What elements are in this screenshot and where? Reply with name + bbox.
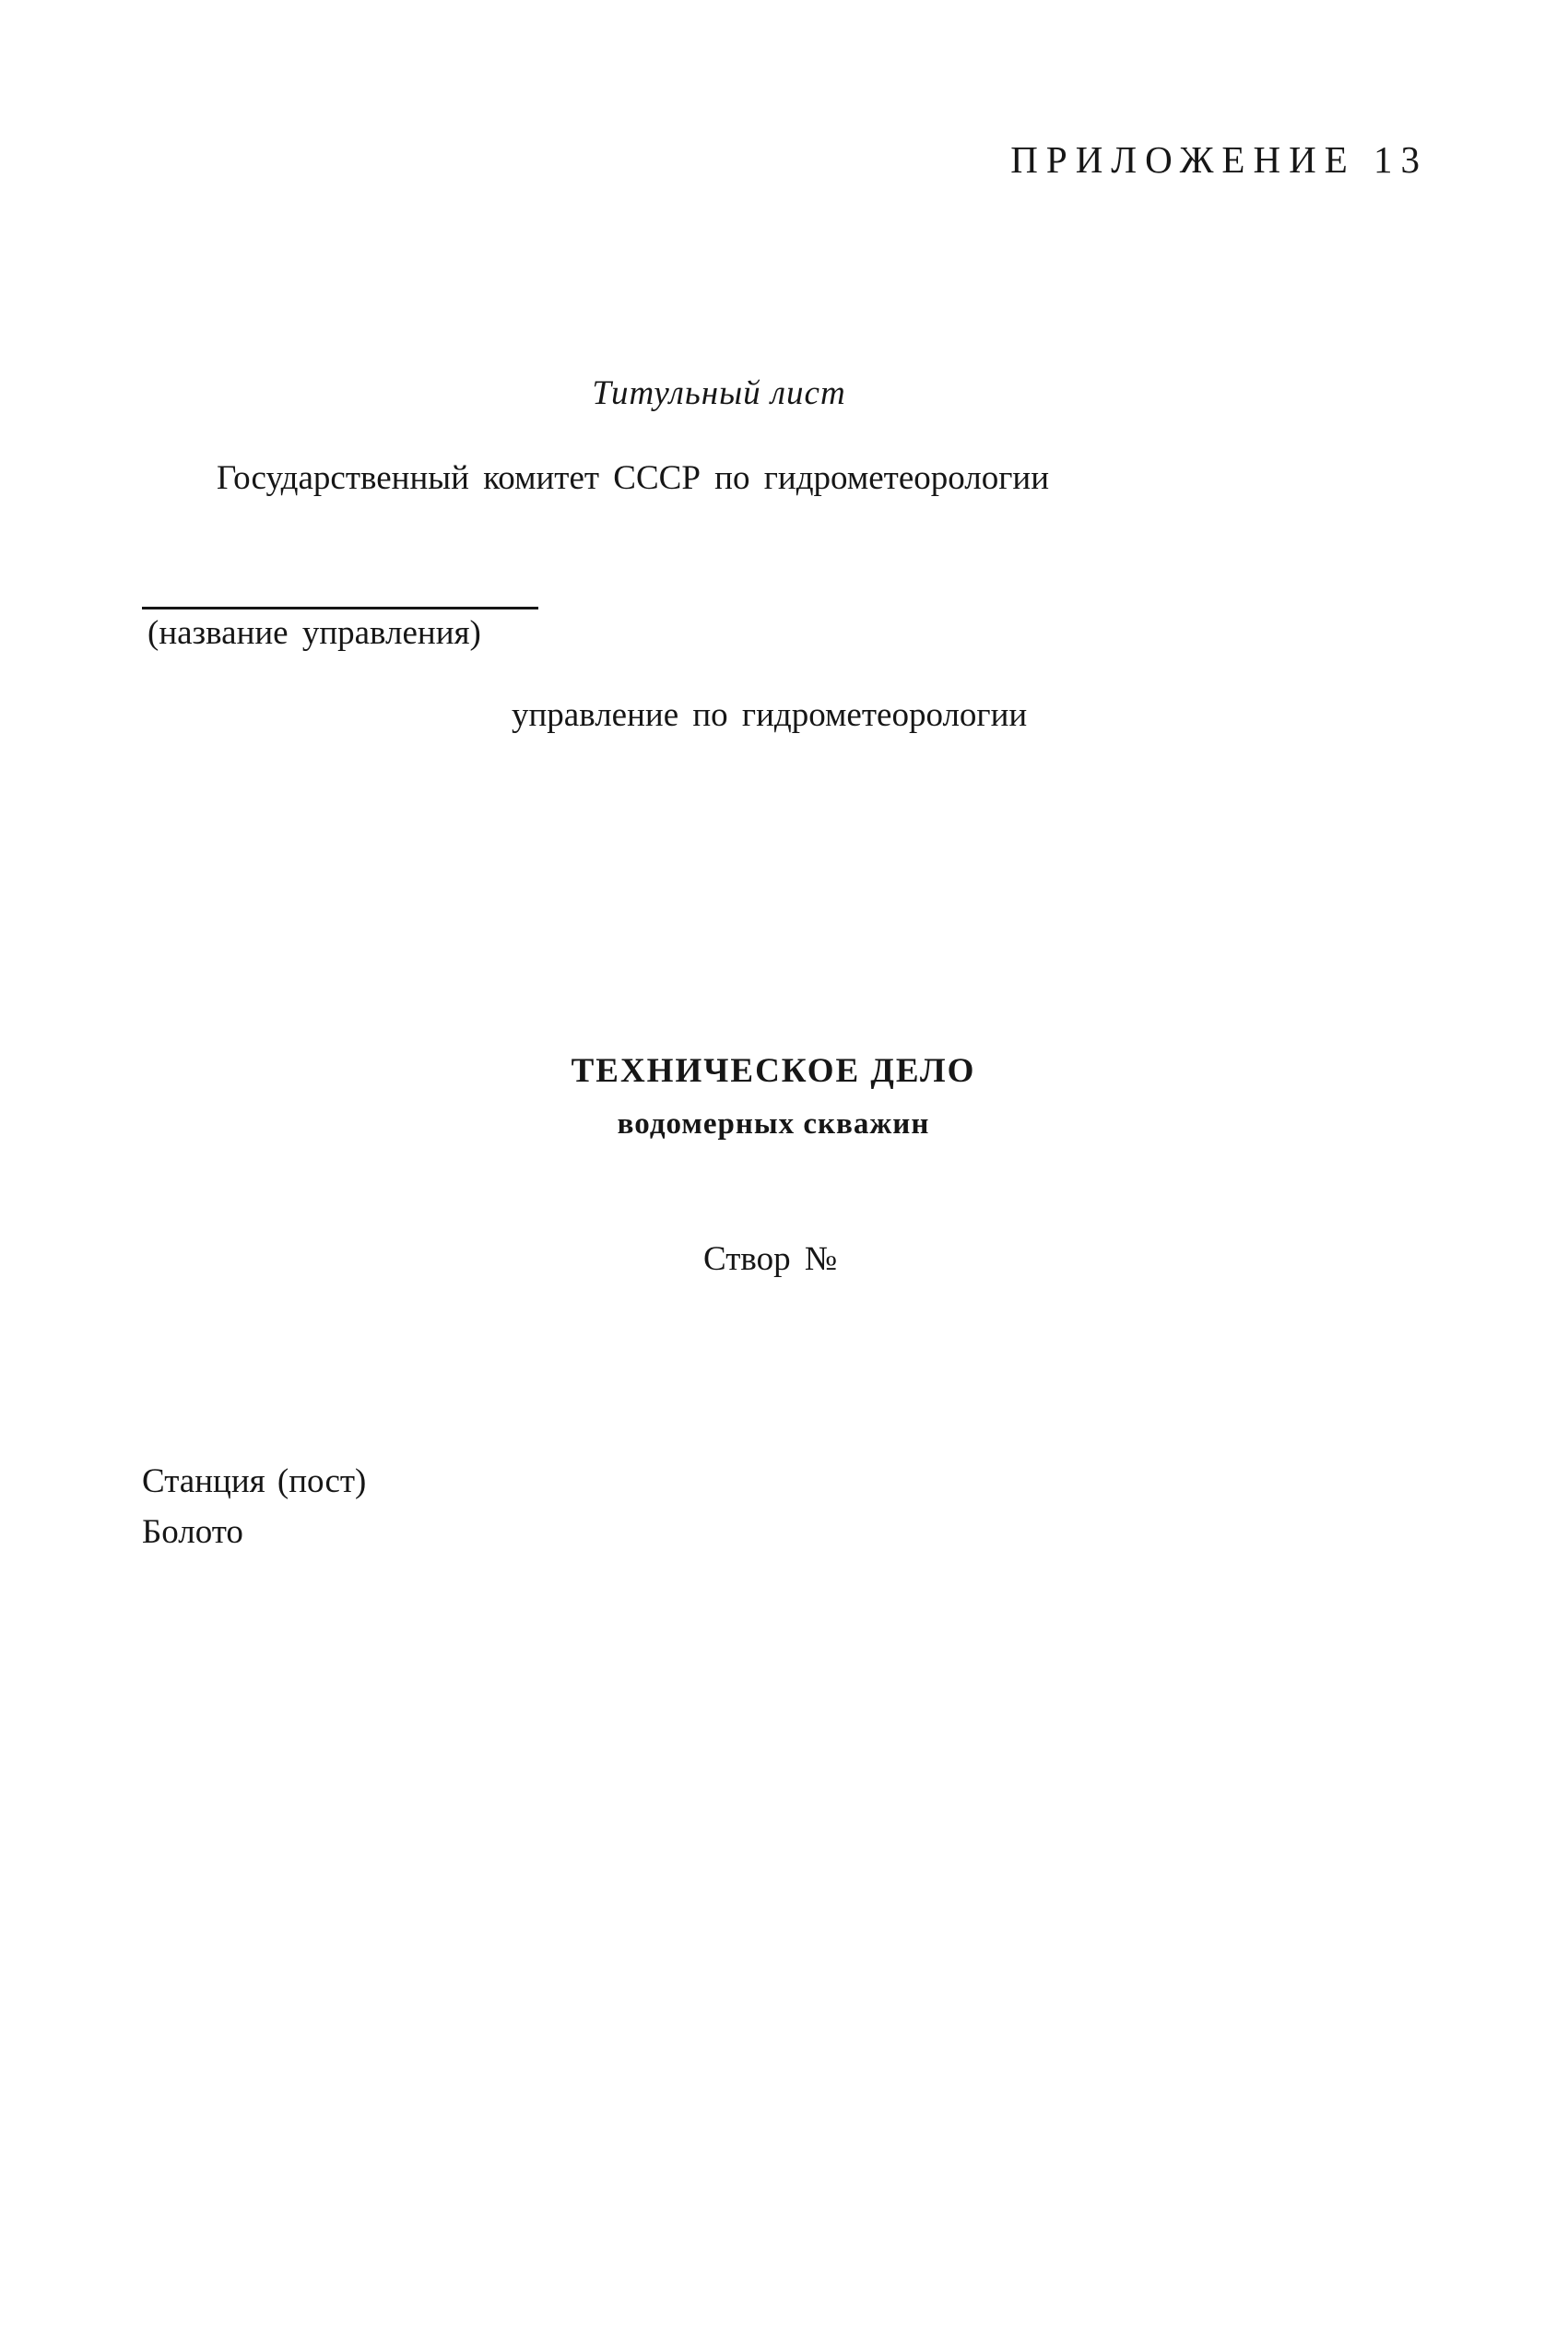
appendix-number: ПРИЛОЖЕНИЕ 13 [1010,138,1428,181]
bog-label: Болото [142,1513,243,1551]
committee-name: Государственный комитет СССР по гидрометеорологии [217,459,1050,497]
fill-in-caption: (название управления) [147,614,481,652]
station-label: Станция (пост) [142,1462,367,1500]
fill-in-line [142,607,538,609]
directorate-name: управление по гидрометеорологии [512,696,1028,734]
document-subtitle: водомерных скважин [617,1107,930,1141]
section-number-label: Створ № [703,1240,838,1278]
document-title: ТЕХНИЧЕСКОЕ ДЕЛО [571,1052,976,1090]
sheet-label: Титульный лист [592,374,846,412]
